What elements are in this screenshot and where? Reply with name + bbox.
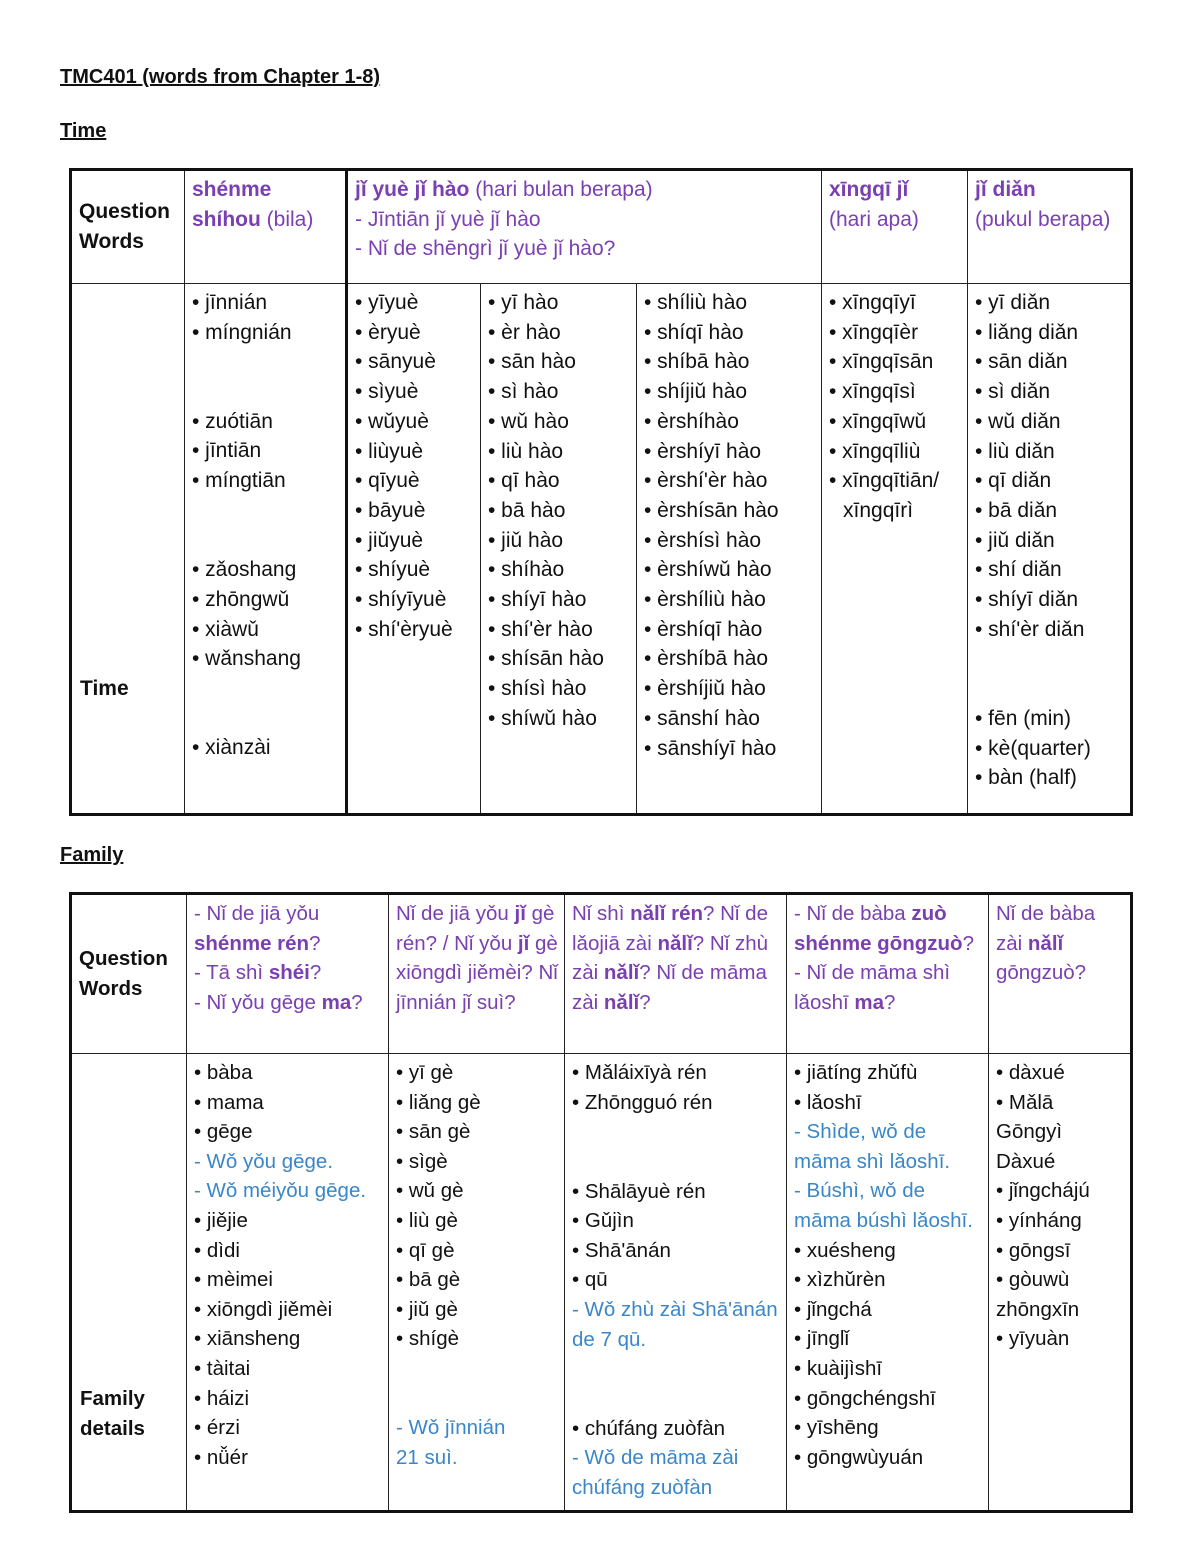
list-item: • wǔ hào bbox=[488, 409, 569, 433]
list-item: • shíyī diǎn bbox=[975, 588, 1079, 612]
fq-job: - Nǐ de bàba zuò shénme gōngzuò? - Nǐ de māma shì lǎoshī ma? bbox=[787, 894, 989, 1054]
family-question-words-label: Question Words bbox=[71, 894, 187, 1054]
list-item: • nǚér bbox=[194, 1445, 248, 1469]
days-col-1 bbox=[481, 284, 637, 815]
list-item: • mèimei bbox=[194, 1268, 273, 1292]
list-item: • shíqī hào bbox=[644, 320, 744, 344]
list-item: • gēge bbox=[194, 1120, 253, 1144]
fq-where: Nǐ shì nǎlǐ rén? Nǐ de lǎojiā zài nǎlǐ? Nǐ zhù zài nǎlǐ? Nǐ de māma zài nǎlǐ? bbox=[565, 894, 787, 1054]
list-item: • xīngqīsì bbox=[829, 380, 916, 404]
list-item: • Shālāyuè rén bbox=[572, 1179, 706, 1203]
list-item: • yīyuàn bbox=[996, 1327, 1070, 1351]
fq-howmany: Nǐ de jiā yǒu jǐ gè rén? / Nǐ yǒu jǐ gè xiōngdì jiěmèi? Nǐ jīnnián jǐ suì? bbox=[389, 894, 565, 1054]
list-item: • gòuwù zhōngxīn bbox=[996, 1268, 1080, 1321]
months-col bbox=[347, 284, 481, 815]
jobs-col bbox=[787, 1054, 989, 1512]
list-item: • sìyuè bbox=[355, 380, 419, 404]
list-item: • jiǔ hào bbox=[488, 528, 564, 552]
list-item: • érzi bbox=[194, 1416, 240, 1440]
list-item: • qīyuè bbox=[355, 469, 420, 493]
list-item: • jiǔ gè bbox=[396, 1297, 458, 1321]
example-sentence: - Wǒ méiyǒu gēge. bbox=[194, 1179, 367, 1203]
list-item: • jiǔ diǎn bbox=[975, 528, 1055, 552]
list-item: • xīngqīliù bbox=[829, 439, 921, 463]
list-item: • Mǎlā Gōngyì Dàxué bbox=[996, 1090, 1063, 1173]
list-item: • liùyuè bbox=[355, 439, 424, 463]
list-item: • shíbā hào bbox=[644, 350, 750, 374]
list-item: • dìdi bbox=[194, 1238, 240, 1262]
list-item: • yī hào bbox=[488, 291, 559, 314]
list-item: • shí'èr diǎn bbox=[975, 617, 1085, 641]
list-item: • xiānsheng bbox=[194, 1327, 301, 1351]
days-col-2 bbox=[637, 284, 822, 815]
list-item: • Gǔjìn bbox=[572, 1209, 634, 1233]
list-item: • shíhào bbox=[488, 558, 565, 582]
section-heading-time: Time bbox=[60, 120, 107, 142]
list-item: • jīnglǐ bbox=[794, 1327, 850, 1351]
list-item: • shíwǔ hào bbox=[488, 706, 597, 730]
list-item: • shísì hào bbox=[488, 677, 587, 701]
list-item: • xīngqīyī bbox=[829, 291, 916, 314]
list-item: • bàba bbox=[194, 1061, 253, 1084]
list-item: • yī diǎn bbox=[975, 291, 1051, 314]
list-item: • èrshísì hào bbox=[644, 528, 762, 552]
time-label-cell bbox=[71, 284, 185, 815]
list-item: • sānyuè bbox=[355, 350, 436, 374]
weekdays-col: • xīngqīyī • xīngqīèr • xīngqīsān • xīngqīsì • xīngqīwǔ • xīngqīliù • xīngqītiān/ xīngqīrì bbox=[822, 284, 968, 815]
list-item: • èrshí'èr hào bbox=[644, 469, 768, 493]
list-item: • shígè bbox=[396, 1327, 460, 1351]
q-weekday: xīngqī jǐ (hari apa) bbox=[822, 170, 968, 284]
list-item: • yī gè bbox=[396, 1061, 454, 1084]
list-item: • èrshíyī hào bbox=[644, 439, 762, 463]
places-col bbox=[565, 1054, 787, 1512]
list-item: • èr hào bbox=[488, 320, 561, 344]
list-item: • shíyīyuè bbox=[355, 588, 447, 612]
list-item: • liù gè bbox=[396, 1208, 458, 1232]
list-item: • dàxué bbox=[996, 1061, 1065, 1084]
list-item: • xuésheng bbox=[794, 1238, 896, 1262]
q-hour: jǐ diǎn (pukul berapa) bbox=[968, 170, 1132, 284]
list-item: • xīngqīwǔ bbox=[829, 409, 927, 433]
list-item: • èrshíjiǔ hào bbox=[644, 677, 766, 701]
list-item: • wǔyuè bbox=[355, 409, 429, 433]
page-title: TMC401 (words from Chapter 1-8) bbox=[60, 66, 381, 88]
list-item: • shíyī hào bbox=[488, 588, 587, 612]
list-item: • wǔ diǎn bbox=[975, 409, 1061, 433]
workplaces-col bbox=[989, 1054, 1132, 1512]
list-item: • xīngqītiān/ bbox=[829, 469, 940, 493]
list-item: • wǔ gè bbox=[396, 1179, 464, 1203]
example-sentence: - Shìde, wǒ de māma shì lǎoshī. bbox=[794, 1120, 951, 1173]
fq-who: - Nǐ de jiā yǒu shénme rén? - Tā shì shéi? - Nǐ yǒu gēge ma? bbox=[187, 894, 389, 1054]
list-item: • èrshíhào bbox=[644, 409, 739, 433]
list-item: • chúfáng zuòfàn bbox=[572, 1416, 726, 1440]
list-item: • xiōngdì jiěmèi bbox=[194, 1297, 333, 1321]
list-item: • yīyuè bbox=[355, 291, 419, 314]
time-row-label: Time bbox=[80, 677, 129, 700]
list-item: • háizi bbox=[194, 1386, 250, 1410]
section-heading-family: Family bbox=[60, 844, 124, 866]
list-item: • fēn (min) bbox=[975, 706, 1072, 730]
list-item: • lǎoshī bbox=[794, 1090, 862, 1114]
list-item: • jiějie bbox=[194, 1208, 248, 1232]
list-item: • jīnnián bbox=[192, 291, 268, 314]
list-item: • Mǎláixīyà rén bbox=[572, 1061, 707, 1084]
list-item: • gōngwùyuán bbox=[794, 1445, 924, 1469]
counters-col bbox=[389, 1054, 565, 1512]
list-item: • wǎnshang bbox=[192, 647, 301, 671]
list-item: • yínháng bbox=[996, 1208, 1082, 1232]
list-item: • shí diǎn bbox=[975, 558, 1062, 582]
list-item: • xīngqīèr bbox=[829, 320, 919, 344]
list-item: • Shā'ānán bbox=[572, 1238, 671, 1262]
list-item: • shíliù hào bbox=[644, 291, 748, 314]
list-item: • bàn (half) bbox=[975, 766, 1077, 790]
list-item: • mama bbox=[194, 1090, 264, 1114]
list-item: • jiǔyuè bbox=[355, 528, 424, 552]
list-item: • shíjiǔ hào bbox=[644, 380, 748, 404]
list-item: • bā diǎn bbox=[975, 498, 1058, 522]
list-item: • liǎng diǎn bbox=[975, 320, 1079, 344]
list-item: • shísān hào bbox=[488, 647, 604, 671]
list-item: • míngtiān bbox=[192, 469, 286, 493]
list-item: • xìzhǔrèn bbox=[794, 1268, 886, 1292]
list-item: • Zhōngguó rén bbox=[572, 1090, 713, 1114]
list-item: • jiātíng zhǔfù bbox=[794, 1061, 918, 1084]
time-table bbox=[69, 168, 1133, 816]
list-item: • sān diǎn bbox=[975, 350, 1068, 374]
list-item: • qū bbox=[572, 1268, 608, 1292]
family-table bbox=[69, 892, 1133, 1513]
list-item: • míngnián bbox=[192, 320, 292, 344]
list-item: • sānshíyī hào bbox=[644, 736, 777, 760]
list-item: • sān hào bbox=[488, 350, 576, 374]
list-item: • yīshēng bbox=[794, 1416, 879, 1440]
list-item: • sì diǎn bbox=[975, 380, 1051, 404]
list-item: • xiàwǔ bbox=[192, 617, 259, 641]
q-when: shénme shíhou (bila) bbox=[185, 170, 347, 284]
list-item: • èryuè bbox=[355, 320, 421, 344]
list-item: • èrshísān hào bbox=[644, 498, 779, 522]
list-item: • tàitai bbox=[194, 1356, 251, 1380]
list-item: • èrshíwǔ hào bbox=[644, 558, 772, 582]
family-label-cell bbox=[71, 1054, 187, 1512]
list-item: • qī gè bbox=[396, 1238, 455, 1262]
list-item: • zuótiān bbox=[192, 409, 273, 433]
list-item: • kè(quarter) bbox=[975, 736, 1091, 760]
q-date: jǐ yuè jǐ hào (hari bulan berapa) - Jīntiān jǐ yuè jǐ hào - Nǐ de shēngrì jǐ yuè jǐ hào? bbox=[347, 170, 822, 284]
list-item: • bā gè bbox=[396, 1268, 461, 1292]
example-sentence: - Wǒ de māma zài chúfáng zuòfàn bbox=[572, 1446, 739, 1499]
list-item: • shíyuè bbox=[355, 558, 431, 582]
list-item: • zǎoshang bbox=[192, 558, 297, 582]
fq-workplace: Nǐ de bàba zài nǎlǐ gōngzuò? bbox=[989, 894, 1132, 1054]
list-item: • bā hào bbox=[488, 498, 566, 522]
list-item: • jǐngchájú bbox=[996, 1179, 1090, 1203]
list-item: • xiànzài bbox=[192, 736, 271, 760]
family-row-label: Family details bbox=[80, 1387, 145, 1440]
example-sentence: - Wǒ zhù zài Shā'ānán de 7 qū. bbox=[572, 1297, 778, 1351]
example-sentence: - Wǒ yǒu gēge. bbox=[194, 1149, 334, 1173]
list-item: • kuàijìshī bbox=[794, 1356, 883, 1380]
list-item: • èrshíbā hào bbox=[644, 647, 769, 671]
list-item: • liù hào bbox=[488, 439, 564, 463]
list-item: • jīntiān bbox=[192, 439, 262, 463]
list-item: • sì hào bbox=[488, 380, 559, 404]
hours-col bbox=[968, 284, 1132, 815]
list-item: • jǐngchá bbox=[794, 1297, 872, 1321]
list-item: • zhōngwǔ bbox=[192, 587, 290, 611]
list-item: • shí'èr hào bbox=[488, 617, 593, 641]
list-item: • gōngchéngshī bbox=[794, 1386, 936, 1410]
list-item: • xīngqīsān bbox=[829, 350, 934, 374]
list-item: • bāyuè bbox=[355, 498, 426, 522]
example-sentence: - Búshì, wǒ de māma búshì lǎoshī. bbox=[794, 1179, 973, 1232]
question-words-label: Question Words bbox=[71, 170, 185, 284]
list-item: • gōngsī bbox=[996, 1238, 1071, 1262]
list-item: • qī hào bbox=[488, 469, 560, 493]
list-item: • sān gè bbox=[396, 1120, 471, 1144]
list-item: • liǎng gè bbox=[396, 1090, 481, 1114]
family-members-col bbox=[187, 1054, 389, 1512]
list-item: • èrshíliù hào bbox=[644, 588, 766, 612]
list-item: • èrshíqī hào bbox=[644, 617, 763, 641]
list-item: • qī diǎn bbox=[975, 469, 1052, 493]
list-item: • shí'èryuè bbox=[355, 617, 453, 641]
list-item: • sānshí hào bbox=[644, 706, 760, 730]
list-item: • liù diǎn bbox=[975, 439, 1055, 463]
example-sentence: - Wǒ jīnnián 21 suì. bbox=[396, 1416, 506, 1469]
list-item: • sìgè bbox=[396, 1149, 448, 1173]
time-words-col bbox=[185, 284, 347, 815]
